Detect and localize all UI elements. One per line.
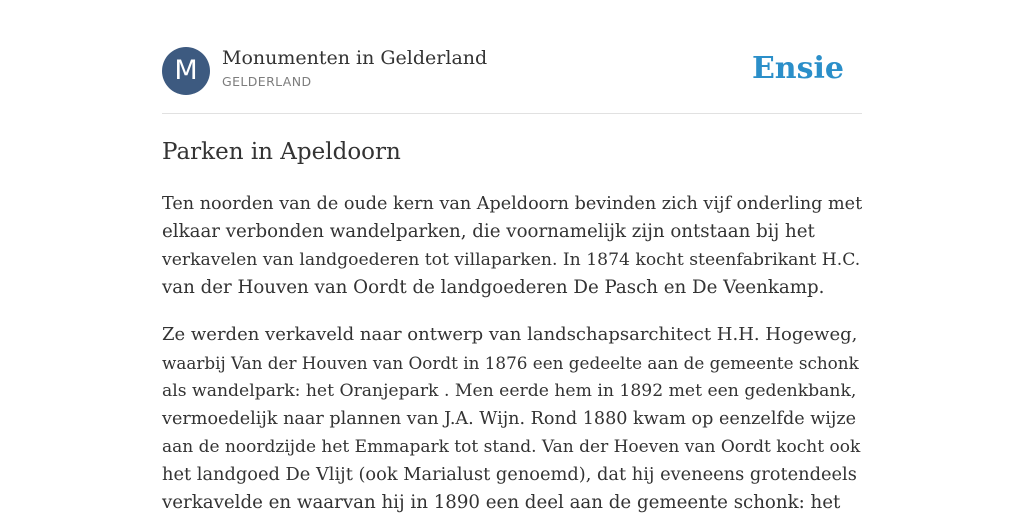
article-card xyxy=(162,0,863,513)
paragraph-line: vermoedelijk naar plannen van J.A. Wijn. Rond 1880 kwam op eenzelfde wijze xyxy=(162,409,857,429)
paragraph-line: waarbij Van der Houven van Oordt in 1876 een gedeelte aan de gemeente schonk xyxy=(162,353,859,373)
paragraph-line: verkavelde en waarvan hij in 1890 een deel aan de gemeente schonk: het xyxy=(162,492,841,513)
author-avatar[interactable]: M xyxy=(162,47,210,95)
paragraph-line: als wandelpark: het Oranjepark . Men eerde hem in 1892 met een gedenkbank, xyxy=(162,381,857,401)
author-region-label: GELDERLAND xyxy=(222,74,312,89)
paragraph-line: van der Houven van Oordt de landgoederen De Pasch en De Veenkamp. xyxy=(162,277,825,298)
article-paragraph-1 xyxy=(162,190,862,302)
paragraph-line: Ten noorden van de oude kern van Apeldoorn bevinden zich vijf onderling met xyxy=(162,194,863,214)
article-header xyxy=(162,0,862,114)
ensie-logo[interactable]: Ensie xyxy=(751,51,844,86)
article-title: Parken in Apeldoorn xyxy=(162,139,401,165)
paragraph-line: aan de noordzijde het Emmapark tot stand. Van der Hoeven van Oordt kocht ook xyxy=(162,437,861,457)
paragraph-line: het landgoed De Vlijt (ook Marialust genoemd), dat hij eveneens grotendeels xyxy=(162,464,857,485)
paragraph-line: Ze werden verkaveld naar ontwerp van landschapsarchitect H.H. Hogeweg, xyxy=(162,324,858,345)
paragraph-line: elkaar verbonden wandelparken, die voornamelijk zijn ontstaan bij het xyxy=(162,221,815,242)
author-name-link[interactable]: Monumenten in Gelderland xyxy=(222,47,488,69)
paragraph-line: verkavelen van landgoederen tot villaparken. In 1874 kocht steenfabrikant H.C. xyxy=(162,250,861,270)
article-paragraph-2 xyxy=(162,321,862,517)
